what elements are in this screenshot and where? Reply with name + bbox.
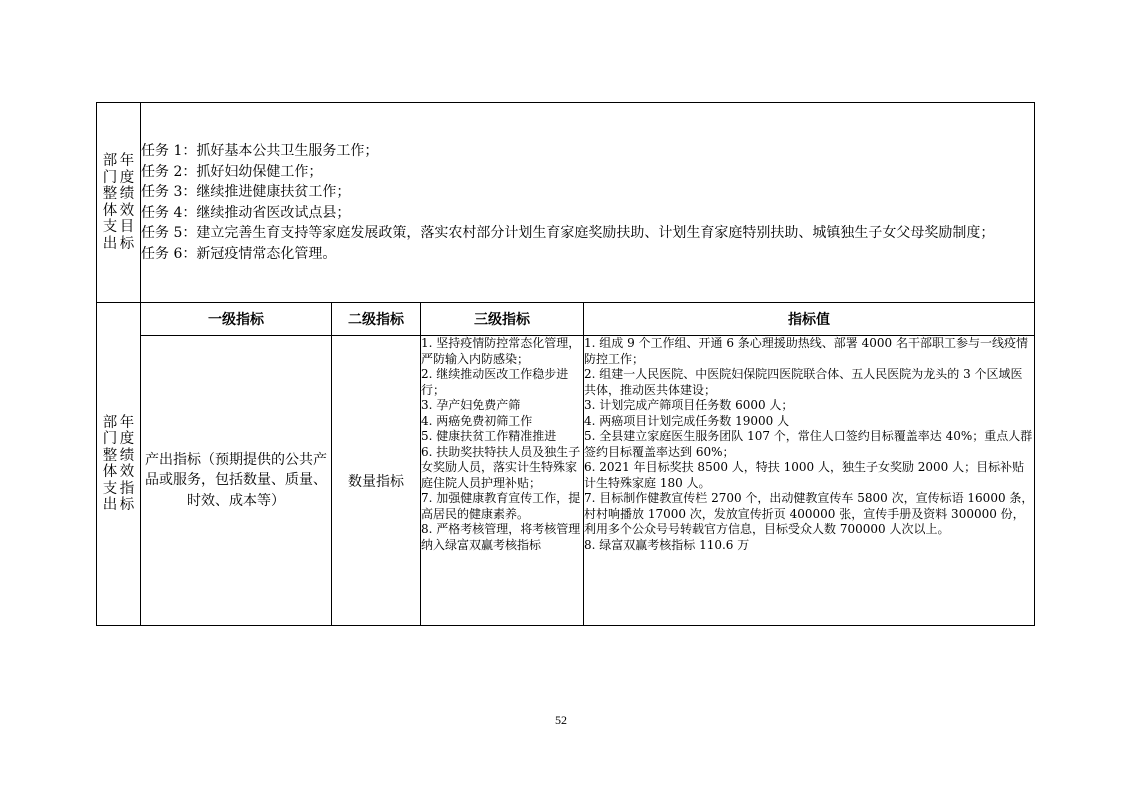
label-char: 年 (119, 153, 135, 169)
value-cell (584, 336, 1035, 626)
label-char: 绩 (119, 447, 135, 464)
value-item: 7. 目标制作健教宣传栏 2700 个，出动健教宣传车 5800 次，宣传标语 16000 条，村村响播放 17000 次，发放宣传折页 400000 张，宣传手册及资料 300000 份，利用多个公众号号转载官方信息，目标受众人数 700000 人次以上。 (584, 491, 1034, 536)
level3-item: 6. 扶助奖扶特扶人员及独生子女奖励人员，落实计生特殊家庭住院人员护理补贴； (421, 444, 581, 490)
label-char: 整 (102, 447, 118, 464)
indicator-label-col2 (119, 415, 136, 514)
value-item: 1. 组成 9 个工作组、开通 6 条心理援助热线、部署 4000 名干部职工参与一线疫情防控工作； (584, 336, 1028, 366)
task-item: 任务 6：新冠疫情常态化管理。 (141, 245, 337, 262)
label-char: 目 (119, 219, 135, 235)
label-char: 部 (102, 153, 118, 169)
value-item: 4. 两癌项目计划完成任务数 19000 人 (584, 413, 790, 428)
level3-item: 8. 严格考核管理，将考核管理纳入绿富双赢考核指标 (421, 522, 581, 552)
task-item: 任务 3：继续推进健康扶贫工作； (141, 184, 351, 200)
header-value: 指标值 (584, 303, 1035, 336)
label-char: 出 (102, 235, 118, 252)
task-item: 任务 2：抓好妇幼保健工作； (141, 163, 323, 180)
label-char: 门 (102, 431, 118, 447)
label-char: 效 (119, 464, 135, 480)
performance-table (96, 102, 1035, 626)
level3-item: 5. 健康扶贫工作精准推进 (421, 429, 557, 443)
header-level3: 三级指标 (421, 303, 584, 336)
indicator-label-col1 (102, 415, 119, 514)
label-char: 度 (119, 431, 135, 447)
label-char: 标 (119, 235, 135, 252)
label-char: 支 (102, 480, 118, 497)
label-char: 部 (102, 414, 118, 431)
value-item: 3. 计划完成产筛项目任务数 6000 人； (584, 398, 794, 412)
label-char: 支 (102, 219, 118, 235)
task-item: 任务 5：建立完善生育支持等家庭发展政策，落实农村部分计划生育家庭奖励扶助、计划生育家庭特别扶助、城镇独生子女父母奖励制度； (141, 225, 995, 241)
label-char: 整 (102, 186, 118, 202)
label-char: 度 (119, 169, 135, 186)
label-char: 出 (102, 497, 118, 513)
level2-cell: 数量指标 (332, 336, 421, 626)
header-level1: 一级指标 (141, 303, 332, 336)
goal-section-label (97, 103, 141, 303)
label-char: 体 (102, 464, 118, 480)
goal-label-col2 (119, 153, 136, 252)
label-char: 门 (102, 169, 118, 186)
label-char: 效 (119, 202, 135, 219)
task-list (141, 103, 1035, 303)
goal-label-col1 (102, 153, 119, 252)
label-char: 标 (119, 497, 135, 513)
value-item: 6. 2021 年目标奖扶 8500 人，特扶 1000 人，独生子女奖励 2000 人；目标补贴计生特殊家庭 180 人。 (584, 460, 1025, 490)
header-level2: 二级指标 (332, 303, 421, 336)
indicator-section-label (97, 303, 141, 626)
level3-item: 7. 加强健康教育宣传工作，提高居民的健康素养。 (421, 491, 581, 521)
level3-item: 3. 孕产妇免费产筛 (421, 398, 521, 412)
label-char: 体 (102, 202, 118, 219)
level3-item: 4. 两癌免费初筛工作 (421, 413, 533, 428)
page-number: 52 (555, 713, 567, 727)
level3-item: 2. 继续推动医改工作稳步进行； (421, 367, 569, 397)
label-char: 绩 (119, 186, 135, 202)
level3-item: 1. 坚持疫情防控常态化管理，严防输入内防感染； (421, 336, 581, 366)
task-item: 任务 4：继续推动省医改试点县； (141, 204, 351, 221)
label-char: 年 (119, 414, 135, 431)
label-char: 指 (119, 480, 135, 497)
value-item: 2. 组建一人民医院、中医院妇保院四医院联合体、五人民医院为龙头的 3 个区域医共体，推动医共体建设； (584, 367, 1023, 397)
level3-cell (421, 336, 584, 626)
level1-cell: 产出指标（预期提供的公共产品或服务，包括数量、质量、时效、成本等） (141, 336, 332, 626)
value-item: 8. 绿富双赢考核指标 110.6 万 (584, 537, 750, 552)
task-item: 任务 1：抓好基本公共卫生服务工作； (141, 143, 379, 159)
value-item: 5. 全县建立家庭医生服务团队 107 个，常住人口签约目标覆盖率达 40%；重点人群签约目标覆盖率达到 60%； (584, 429, 1033, 459)
